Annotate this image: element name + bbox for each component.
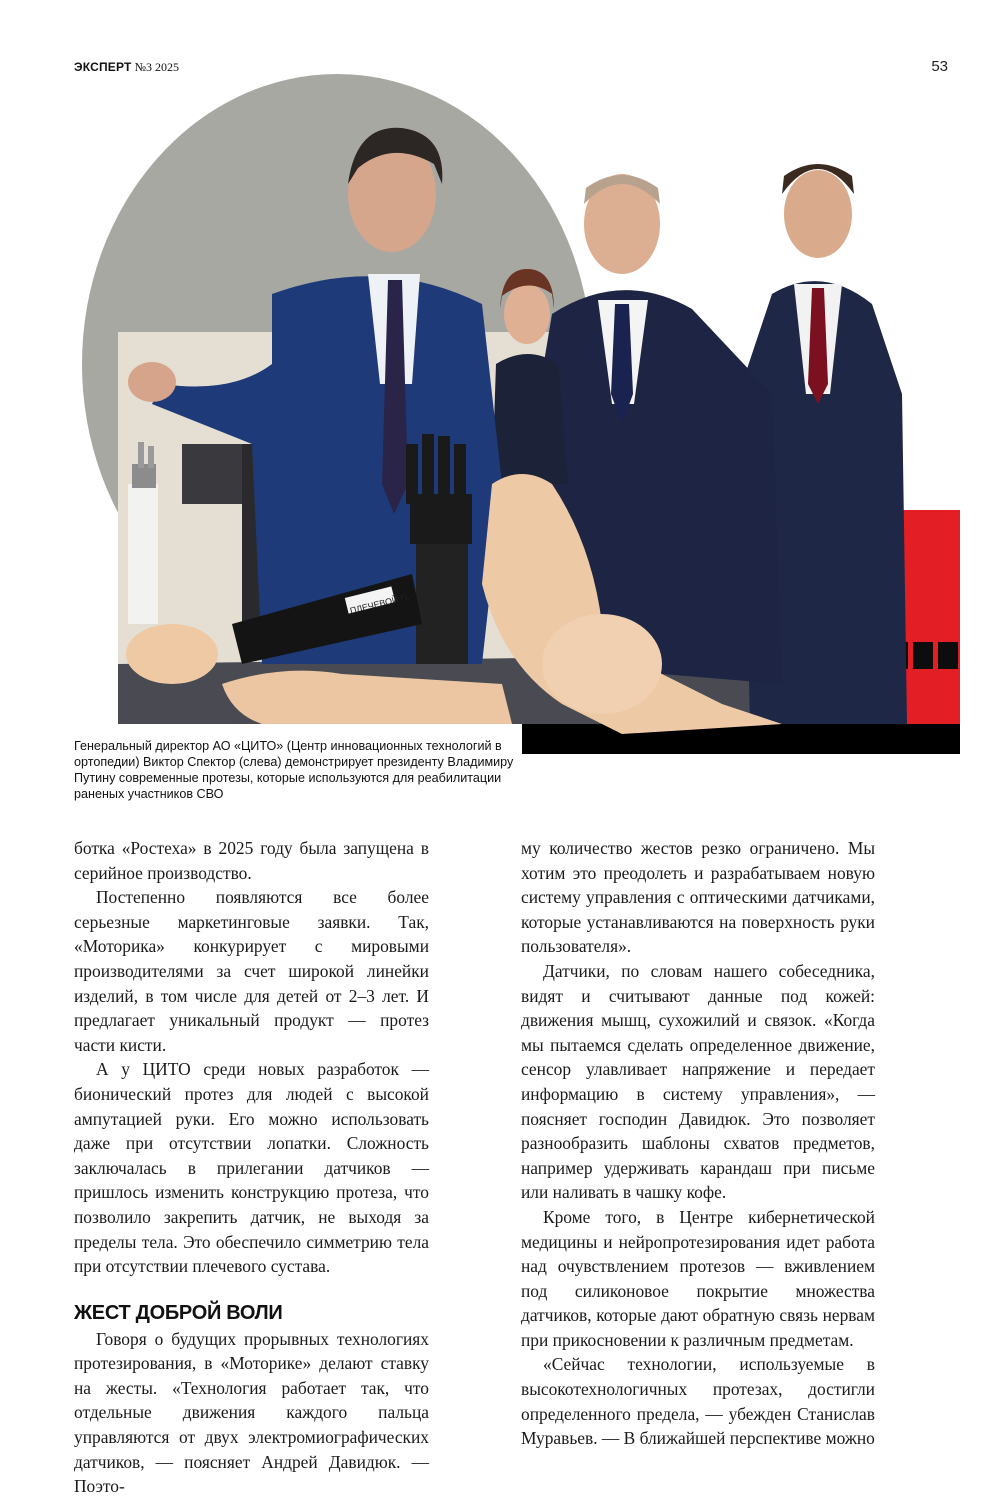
paragraph: ботка «Ростеха» в 2025 году была запущена в серийное производство.	[74, 838, 429, 883]
paragraph: Говоря о будущих прорывных технологиях протезирования, в «Моторике» делают ставку на жесты. «Технология работает так, что отдельные движения каждого пальца управляются от двух электромиографических датчиков, — поясняет Андрей Давидюк. — Поэто-	[74, 1328, 429, 1497]
black-square-icon	[913, 642, 933, 669]
paragraph: му количество жестов резко ограничено. Мы хотим это преодолеть и разрабатываем новую систему управления с оптическими датчиками, которые устанавливаются на поверхность руки пользователя».	[521, 838, 875, 957]
white-prosthetic-arm	[128, 442, 158, 624]
hand-gesture	[128, 362, 176, 402]
black-square-icon	[938, 642, 958, 669]
issue-number: №3 2025	[134, 60, 180, 74]
feature-photo	[82, 64, 960, 754]
paragraph: «Сейчас технологии, используемые в высокотехнологичных протезах, достигли определенного предела, — убежден Станислав Муравьев. — В ближайшей перспективе можно	[521, 1354, 875, 1449]
section-heading: ЖЕСТ ДОБРОЙ ВОЛИ	[74, 1301, 283, 1324]
arm-label: ПЛЕЧЕВОЙ П.	[348, 591, 411, 616]
paragraph: А у ЦИТО среди новых разработок — бионический протез для людей с высокой ампутацией руки. Его можно использовать даже при отсутствии лопатки. Сложность заключалась в прилегании датчиков — пришлось изменить конструкцию протеза, что позволило закрепить датчик, не выходя за пределы тела. Это обеспечило симметрию тела при отсутствии плечевого сустава.	[74, 1059, 429, 1277]
black-bar	[522, 724, 960, 754]
photo-caption: Генеральный директор АО «ЦИТО» (Центр инновационных технологий в ортопедии) Виктор Спектор (слева) демонстрирует президенту Владимиру Путину современные протезы, которые используются для реабилитации раненых участников СВО	[74, 739, 514, 801]
paragraph: Датчики, по словам нашего собеседника, видят и считывают данные под кожей: движения мышц, сухожилий и связок. «Когда мы пытаемся сделать определенное движение, сенсор улавливает напряжение и передает информацию в систему управления», — поясняет господин Давидюк. Это позволяет разнообразить шаблоны схватов предметов, например удерживать карандаш при письме или наливать в чашку кофе.	[521, 960, 875, 1203]
article-column-left	[74, 836, 429, 1499]
paragraph: Кроме того, в Центре кибернетической медицины и нейропротезирования идет работа над очувствлением протезов — вживлением под силиконовое покрытие множества датчиков, которые дают обратную связь нервам при прикосновении к различным предметам.	[521, 1206, 875, 1350]
article-column-right	[521, 836, 875, 1451]
page-number: 53	[931, 58, 948, 75]
paragraph: Постепенно появляются все более серьезные маркетинговые заявки. Так, «Моторика» конкурирует с мировыми производителями за счет широкой линейки изделий, в том числе для детей от 2–3 лет. И предлагает уникальный продукт — протез части кисти.	[74, 887, 429, 1055]
magazine-title: ЭКСПЕРТ	[74, 60, 132, 74]
